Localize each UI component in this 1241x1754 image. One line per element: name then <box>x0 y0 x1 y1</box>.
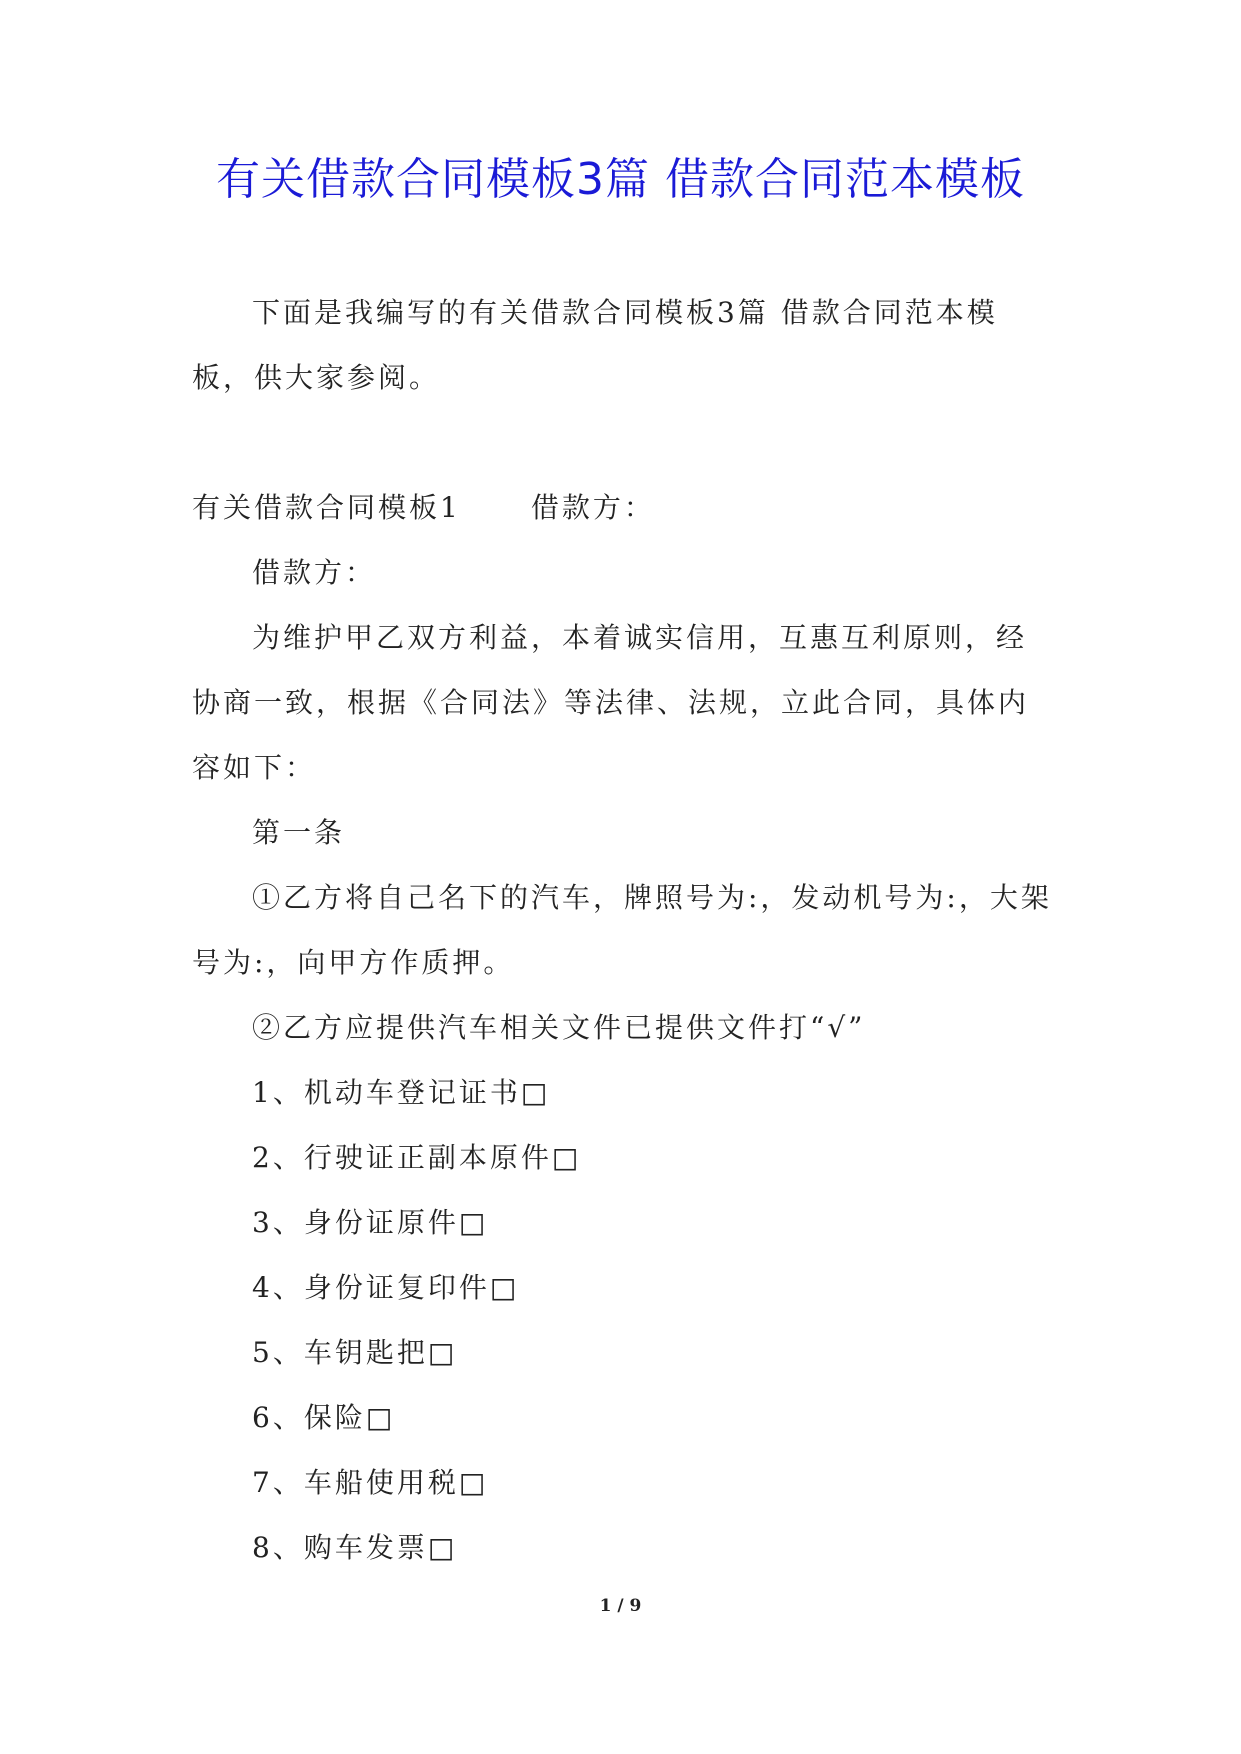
checklist-item: 3、身份证原件□ <box>252 1206 489 1239</box>
intro-block <box>192 280 1052 410</box>
checklist-item: 2、行驶证正副本原件□ <box>252 1141 582 1174</box>
checklist-item: 7、车船使用税□ <box>252 1466 489 1499</box>
section-heading: 有关借款合同模板1 <box>192 491 461 524</box>
section-heading-party: 借款方： <box>530 491 655 524</box>
checklist-item: 4、身份证复印件□ <box>252 1271 520 1304</box>
document-title: 有关借款合同模板3篇 借款合同范本模板 <box>216 154 1025 205</box>
intro-paragraph: 下面是我编写的有关借款合同模板3篇 借款合同范本模板，供大家参阅。 <box>192 296 998 394</box>
clause-2: ②乙方应提供汽车相关文件已提供文件打“√” <box>252 1011 866 1044</box>
checklist-item: 8、购车发票□ <box>252 1531 458 1564</box>
checklist-item: 5、车钥匙把□ <box>252 1336 458 1369</box>
page-number: 1 / 9 <box>599 1596 642 1616</box>
paragraph-1: 为维护甲乙双方利益，本着诚实信用，互惠互利原则，经协商一致，根据《合同法》等法律、法规，立此合同，具体内容如下： <box>192 621 1030 784</box>
content-block <box>192 475 1052 1580</box>
checklist-item: 6、保险□ <box>252 1401 396 1434</box>
party-line: 借款方： <box>252 556 377 589</box>
checklist-item: 1、机动车登记证书□ <box>252 1076 551 1109</box>
section-heading-line <box>192 475 1052 540</box>
clause-1: ①乙方将自己名下的汽车，牌照号为:，发动机号为:，大架号为:，向甲方作质押。 <box>192 881 1052 979</box>
article-1-heading: 第一条 <box>252 816 346 849</box>
